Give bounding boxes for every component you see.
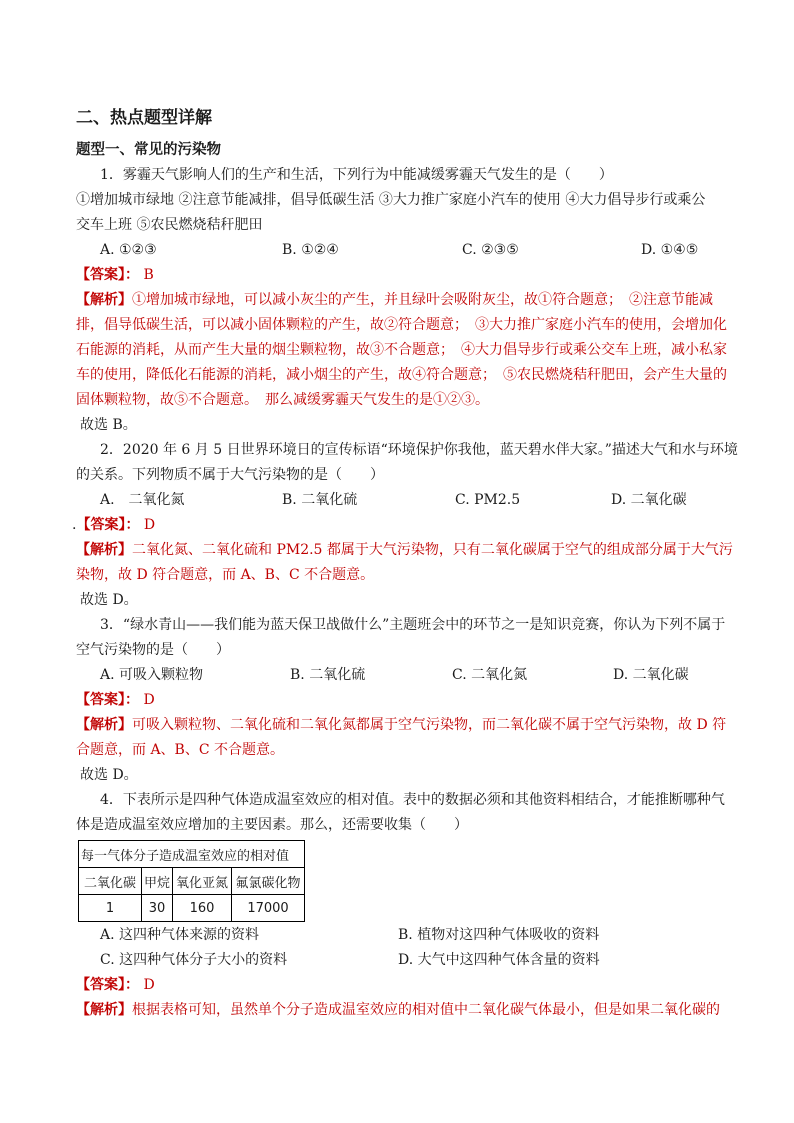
q2-stem-line-2: 的关系。下列物质不属于大气污染物的是（ ） [76,467,384,483]
q1-analysis-text: ①增加城市绿地，可以减小灰尘的产生，并且绿叶会吸附灰尘，故①符合题意； ②注意节能减 [132,292,713,308]
answer-label: 【答案】： [76,692,139,708]
q3-option-d: D. 二氧化碳 [613,667,689,683]
q1-option-d: D. ①④⑤ [641,242,699,258]
analysis-label: 【解析】 [76,292,132,308]
table-header-n2o: 氧化亚氮 [173,868,232,895]
table-title: 每一气体分子造成温室效应的相对值 [79,841,305,868]
q3-stem-line-2: 空气污染物的是（ ） [76,642,230,658]
q3-analysis-line-2: 合题意，而 A、B、C 不合题意。 [76,742,285,758]
section-title: 二、热点题型详解 [76,108,212,128]
q2-option-d: D. 二氧化碳 [611,492,687,508]
q3-conclusion: 故选 D。 [80,767,138,783]
q1-stem-line-2: ①增加城市绿地 ②注意节能减排，倡导低碳生活 ③大力推广家庭小汽车的使用 ④大力倡导步行或乘公 [76,192,706,208]
table-header-cfc: 氟氯碳化物 [232,868,305,895]
subsection-title: 题型一、常见的污染物 [76,142,221,158]
q4-answer [76,975,155,995]
q3-stem-line-1: 3．“绿水青山——我们能为蓝天保卫战做什么”主题班会中的环节之一是知识竞赛，你认为下列不属于 [100,617,726,633]
q3-answer-value: D [139,692,155,708]
table-value-cfc: 17000 [232,895,305,922]
answer-label: 【答案】： [76,977,139,993]
q4-option-a: A. 这四种气体来源的资料 [100,927,260,943]
q2-option-c: C. PM2.5 [455,492,521,508]
q1-analysis-line-3: 石能源的消耗，从而产生大量的烟尘颗粒物，故③不合题意； ④大力倡导步行或乘公交车上班，减小私家 [76,342,727,358]
q4-option-b: B. 植物对这四种气体吸收的资料 [398,927,600,943]
q2-answer-prefix: . [72,517,77,533]
answer-label: 【答案】： [76,267,139,283]
q4-analysis-text: 根据表格可知，虽然单个分子造成温室效应的相对值中二氧化碳气体最小，但是如果二氧化碳的 [132,1002,720,1018]
q3-option-a: A. 可吸入颗粒物 [100,667,204,683]
q1-stem-line-3: 交车上班 ⑤农民燃烧秸秆肥田 [76,217,263,233]
q4-answer-value: D [139,977,155,993]
q1-answer [76,265,154,285]
q3-analysis-line-1 [76,715,726,735]
q1-conclusion: 故选 B。 [80,417,137,433]
q2-answer-value: D [139,517,156,533]
greenhouse-effect-table [78,840,305,922]
analysis-label: 【解析】 [76,1002,132,1018]
table-value-n2o: 160 [173,895,232,922]
q1-analysis-line-2: 排，倡导低碳生活，可以减小固体颗粒的产生，故②符合题意； ③大力推广家庭小汽车的使用，会增加化 [76,317,727,333]
answer-label: 【答案】： [76,517,140,533]
q2-analysis-line-2: 染物，故 D 符合题意，而 A、B、C 不合题意。 [76,567,375,583]
analysis-label: 【解析】 [76,717,132,733]
table-value-ch4: 30 [142,895,173,922]
q1-answer-value: B [139,267,154,283]
table-header-ch4: 甲烷 [142,868,173,895]
q1-analysis-line-5: 固体颗粒物，故⑤不合题意。 那么减缓雾霾天气发生的是①②③。 [76,392,489,408]
q4-stem-line-2: 体是造成温室效应增加的主要因素。那么，还需要收集（ ） [76,817,468,833]
q2-option-a: A. 二氧化氮 [100,492,185,508]
q4-option-c: C. 这四种气体分子大小的资料 [100,952,288,968]
q4-analysis-line-1 [76,1000,720,1020]
table-header-co2: 二氧化碳 [79,868,142,895]
q3-option-c: C. 二氧化氮 [452,667,528,683]
q3-answer [76,690,155,710]
q2-analysis-line-1 [76,540,733,560]
q4-option-d: D. 大气中这四种气体含量的资料 [398,952,600,968]
q1-option-a: A. ①②③ [100,242,157,258]
q1-analysis-line-4: 车的使用，降低化石能源的消耗，减小烟尘的产生，故④符合题意； ⑤农民燃烧秸秆肥田，会产生大量的 [76,367,727,383]
q2-answer [72,515,155,535]
q2-stem-line-1: 2．2020 年 6 月 5 日世界环境日的宣传标语“环境保护你我他，蓝天碧水伴大家。”描述大气和水与环境 [100,442,738,458]
q3-analysis-text: 可吸入颗粒物、二氧化硫和二氧化氮都属于空气污染物，而二氧化碳不属于空气污染物，故 D 符 [132,717,727,733]
q2-conclusion: 故选 D。 [80,592,138,608]
q2-analysis-text: 二氧化氮、二氧化硫和 PM2.5 都属于大气污染物，只有二氧化碳属于空气的组成部分属于大气污 [132,542,733,558]
analysis-label: 【解析】 [76,542,132,558]
q1-stem-line-1: 1．雾霾天气影响人们的生产和生活，下列行为中能减缓雾霾天气发生的是（ ） [100,167,613,183]
q1-option-b: B. ①②④ [282,242,339,258]
q2-option-b: B. 二氧化硫 [282,492,358,508]
q3-option-b: B. 二氧化硫 [290,667,366,683]
q4-stem-line-1: 4．下表所示是四种气体造成温室效应的相对值。表中的数据必须和其他资料相结合，才能推断哪种气 [100,792,725,808]
table-value-co2: 1 [79,895,142,922]
q1-option-c: C. ②③⑤ [462,242,519,258]
q1-analysis-line-1 [76,290,713,310]
